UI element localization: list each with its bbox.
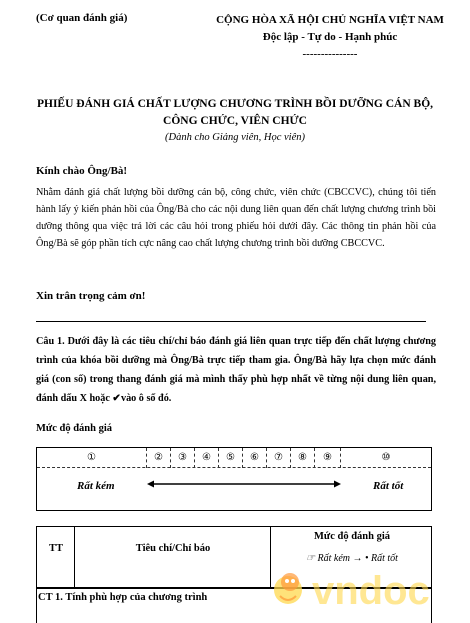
col-level-range: Rất kém → • Rất tốt xyxy=(317,553,398,564)
scale-option-10[interactable]: ⑩ xyxy=(381,452,391,463)
scale-option-2[interactable]: ② xyxy=(147,448,171,468)
scale-option-3[interactable]: ③ xyxy=(171,448,195,468)
scale-heading: Mức độ đánh giá xyxy=(36,423,113,434)
greeting: Kính chào Ông/Bà! xyxy=(36,165,128,177)
question-1: Câu 1. Dưới đây là các tiêu chí/chỉ báo đánh giá liên quan trực tiếp đến chất lượng chương trình của khóa bồi dưỡng mà Ông/Bà trực tiếp tham gia. Ông/Bà hãy lựa chọn mức đánh giá (con số) trong thang đánh giá mà mình thấy phù hợp nhất về từng nội dung liên quan, đánh dấu X hoặc ✔vào ô số đó. xyxy=(36,336,436,404)
col-level-header: Mức độ đánh giá xyxy=(313,531,391,542)
scale-option-1[interactable]: ① xyxy=(37,448,147,468)
scale-option-9[interactable]: ⑨ xyxy=(315,448,341,468)
title-line-1: PHIẾU ĐÁNH GIÁ CHẤT LƯỢNG CHƯƠNG TRÌNH BỒI DƯỠNG CÁN BỘ, xyxy=(36,98,434,110)
scale-option-7[interactable]: ⑦ xyxy=(267,448,291,468)
document-title xyxy=(30,96,440,130)
rating-scale xyxy=(36,447,432,511)
watermark-text: vndoc xyxy=(312,569,430,613)
col-tt xyxy=(37,527,75,587)
scale-arrow-icon xyxy=(147,478,341,490)
divider xyxy=(36,321,426,322)
watermark-logo xyxy=(266,552,466,618)
nation-title: CỘNG HÒA XÃ HỘI CHỦ NGHĨA VIỆT NAM xyxy=(216,14,444,26)
scale-option-5[interactable]: ⑤ xyxy=(219,448,243,468)
scale-low-label: Rất kém xyxy=(77,480,115,492)
col-criteria xyxy=(75,527,271,587)
scale-option-4[interactable]: ④ xyxy=(195,448,219,468)
title-line-2: CÔNG CHỨC, VIÊN CHỨC xyxy=(163,115,307,127)
national-header xyxy=(212,12,448,63)
scale-option-6[interactable]: ⑥ xyxy=(243,448,267,468)
hand-pointer-icon: ☞ xyxy=(306,553,316,564)
intro-paragraph: Nhằm đánh giá chất lượng bồi dưỡng cán bộ, công chức, viên chức (CBCCVC), chúng tôi tiến hành lấy ý kiến phản hồi của Ông/Bà cho các nội dung liên quan đến chất lượng chương trình bồi dưỡng thông qua việc trả lời các câu hỏi trong phiếu hỏi dưới đây. Các thông tin phản hồi của Ông/Bà sẽ góp phần tích cực nâng cao chất lượng chương trình bồi dưỡng CBCCVC. xyxy=(36,187,436,249)
agency-label: (Cơ quan đánh giá) xyxy=(36,12,128,24)
document-subtitle: (Dành cho Giảng viên, Học viên) xyxy=(165,132,305,143)
scale-high-label: Rất tốt xyxy=(373,480,404,492)
header-separator: --------------- xyxy=(302,48,358,60)
thanks-line: Xin trân trọng cảm ơn! xyxy=(36,290,146,302)
scale-number-row xyxy=(37,448,431,468)
criteria-row-ct1: CT 1. Tính phù hợp của chương trình xyxy=(38,592,208,603)
col-criteria-header: Tiêu chí/Chỉ báo xyxy=(135,543,211,554)
motto: Độc lập - Tự do - Hạnh phúc xyxy=(262,31,398,43)
scale-option-8[interactable]: ⑧ xyxy=(291,448,315,468)
col-tt-header: TT xyxy=(48,543,63,554)
